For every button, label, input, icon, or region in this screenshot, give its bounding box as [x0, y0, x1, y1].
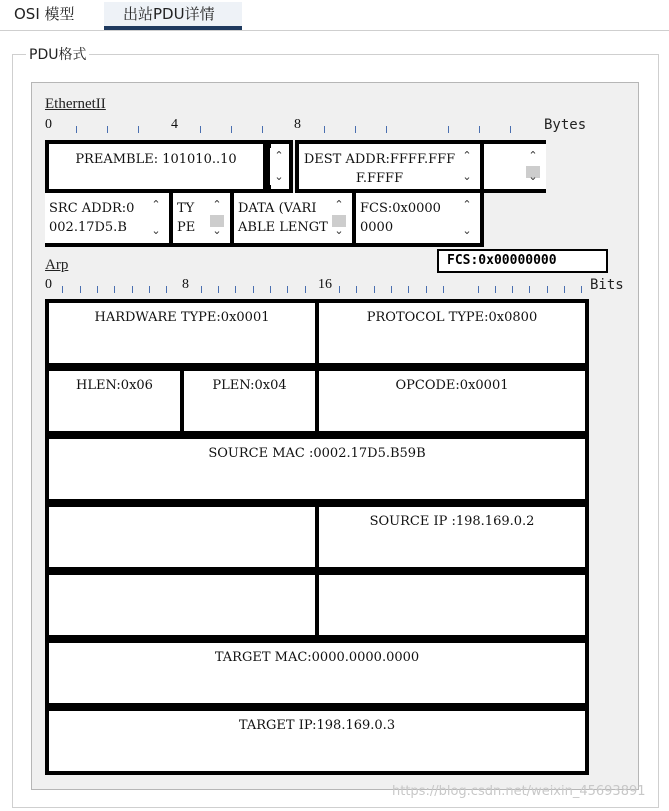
- source-mac-cont-field: [45, 503, 319, 571]
- pdu-format-legend: PDU格式: [26, 44, 89, 64]
- eth-extra-field: [484, 140, 546, 193]
- data-field: [234, 193, 356, 247]
- preamble-text: PREAMBLE: 101010..10: [75, 152, 237, 167]
- ruler-tick: [62, 286, 63, 293]
- ruler-tick: [80, 286, 81, 293]
- scroll-down-icon[interactable]: ⌄: [462, 170, 472, 183]
- arp-ruler-0: 0: [45, 277, 52, 292]
- ruler-tick: [97, 286, 98, 293]
- ruler-tick: [166, 286, 167, 293]
- type-scrollbar[interactable]: [208, 197, 226, 239]
- ethernet-ruler-0: 0: [45, 117, 52, 132]
- ruler-tick: [547, 286, 548, 293]
- ruler-tick: [305, 286, 306, 293]
- ruler-tick: [479, 126, 480, 133]
- scroll-down-icon[interactable]: ⌄: [334, 224, 344, 237]
- target-mac-field: [45, 639, 589, 707]
- data-text: DATA (VARI ABLE LENGT: [238, 201, 328, 235]
- arp-title: Arp: [45, 257, 69, 273]
- ruler-tick: [262, 126, 263, 133]
- preamble-scrollbar[interactable]: [270, 148, 288, 185]
- arp-ruler-16: 16: [318, 277, 332, 292]
- opcode-text: OPCODE:0x0001: [395, 378, 509, 393]
- ruler-tick: [408, 286, 409, 293]
- fcs-scrollbar[interactable]: [458, 197, 476, 239]
- watermark: https://blog.csdn.net/weixin_45693891: [392, 784, 646, 799]
- target-ip-field: [45, 707, 589, 775]
- ethernet-ruler-4: 4: [171, 117, 178, 132]
- ruler-tick: [218, 286, 219, 293]
- ruler-tick: [581, 286, 582, 293]
- ruler-tick: [355, 126, 356, 133]
- hlen-text: HLEN:0x06: [76, 378, 153, 393]
- fcs-tooltip: FCS:0x00000000: [437, 249, 608, 273]
- ruler-tick: [448, 126, 449, 133]
- ruler-tick: [149, 286, 150, 293]
- tab-bar: [0, 0, 669, 31]
- ruler-tick: [374, 286, 375, 293]
- scroll-up-icon[interactable]: ⌃: [334, 198, 344, 211]
- ruler-tick: [443, 286, 444, 293]
- dest-addr-text: DEST ADDR:FFFF.FFF F.FFFF: [303, 152, 456, 186]
- src-addr-field: [45, 193, 173, 247]
- ruler-tick: [253, 286, 254, 293]
- scroll-down-icon[interactable]: ⌄: [274, 170, 284, 183]
- ruler-tick: [114, 286, 115, 293]
- target-ip-text: TARGET IP:198.169.0.3: [238, 718, 396, 733]
- scroll-down-icon[interactable]: ⌄: [151, 224, 161, 237]
- source-mac-text: SOURCE MAC :0002.17D5.B59B: [208, 446, 426, 461]
- ruler-tick: [287, 286, 288, 293]
- src-addr-text: SRC ADDR:0 002.17D5.B: [49, 201, 135, 235]
- source-ip-field: [315, 503, 589, 571]
- opcode-field: [315, 367, 589, 435]
- ethernet-unit: Bytes: [544, 117, 587, 133]
- ruler-tick: [512, 286, 513, 293]
- ruler-tick: [426, 286, 427, 293]
- preamble-scroll[interactable]: [267, 140, 293, 193]
- ruler-tick: [138, 126, 139, 133]
- source-mac-field: [45, 435, 589, 503]
- protocol-type-text: PROTOCOL TYPE:0x0800: [366, 310, 538, 325]
- src-addr-scrollbar[interactable]: [147, 197, 165, 239]
- tab-outbound-pdu-details[interactable]: 出站PDU详情: [104, 2, 242, 30]
- plen-field: [180, 367, 319, 435]
- ruler-tick: [76, 126, 77, 133]
- ruler-tick: [324, 126, 325, 133]
- ethernet-title: EthernetII: [45, 96, 106, 112]
- source-ip-cont-field: [45, 571, 319, 639]
- fcs-field: [356, 193, 484, 247]
- ruler-tick: [200, 126, 201, 133]
- scroll-up-icon[interactable]: ⌃: [151, 198, 161, 211]
- ruler-tick: [231, 126, 232, 133]
- arp-unit: Bits: [590, 277, 624, 293]
- ruler-tick: [495, 286, 496, 293]
- pdu-panel[interactable]: [31, 82, 639, 790]
- ruler-tick: [339, 286, 340, 293]
- source-ip-text: SOURCE IP :198.169.0.2: [369, 514, 535, 529]
- dest-addr-scrollbar[interactable]: [458, 148, 476, 185]
- target-mac-start-field: [315, 571, 589, 639]
- ruler-tick: [132, 286, 133, 293]
- target-mac-text: TARGET MAC:0000.0000.0000: [214, 650, 420, 665]
- dest-addr-field: [295, 140, 484, 193]
- ruler-tick: [270, 286, 271, 293]
- scroll-down-icon[interactable]: ⌄: [462, 224, 472, 237]
- scroll-up-icon[interactable]: ⌃: [212, 198, 222, 211]
- scroll-up-icon[interactable]: ⌃: [274, 149, 284, 162]
- scroll-down-icon[interactable]: ⌄: [528, 170, 538, 183]
- scroll-up-icon[interactable]: ⌃: [462, 198, 472, 211]
- ruler-tick: [107, 126, 108, 133]
- hardware-type-field: [45, 299, 319, 367]
- ethernet-ruler-8: 8: [294, 117, 301, 132]
- type-text: TY PE: [177, 201, 196, 235]
- preamble-field: [45, 140, 267, 193]
- ruler-tick: [201, 286, 202, 293]
- plen-text: PLEN:0x04: [212, 378, 287, 393]
- ruler-tick: [356, 286, 357, 293]
- ruler-tick: [529, 286, 530, 293]
- scroll-up-icon[interactable]: ⌃: [462, 149, 472, 162]
- hardware-type-text: HARDWARE TYPE:0x0001: [94, 310, 270, 325]
- ruler-tick: [235, 286, 236, 293]
- fcs-text: FCS:0x0000 0000: [360, 201, 441, 235]
- ruler-tick: [391, 286, 392, 293]
- arp-ruler-8: 8: [182, 277, 189, 292]
- ruler-tick: [386, 126, 387, 133]
- type-field: [173, 193, 234, 247]
- scroll-down-icon[interactable]: ⌄: [212, 224, 222, 237]
- eth-extra-scrollbar[interactable]: [524, 148, 542, 185]
- scroll-up-icon[interactable]: ⌃: [528, 149, 538, 162]
- ruler-tick: [510, 126, 511, 133]
- protocol-type-field: [315, 299, 589, 367]
- tab-osi-model[interactable]: OSI 模型: [14, 5, 75, 23]
- hlen-field: [45, 367, 184, 435]
- ruler-tick: [478, 286, 479, 293]
- data-scrollbar[interactable]: [330, 197, 348, 239]
- ruler-tick: [564, 286, 565, 293]
